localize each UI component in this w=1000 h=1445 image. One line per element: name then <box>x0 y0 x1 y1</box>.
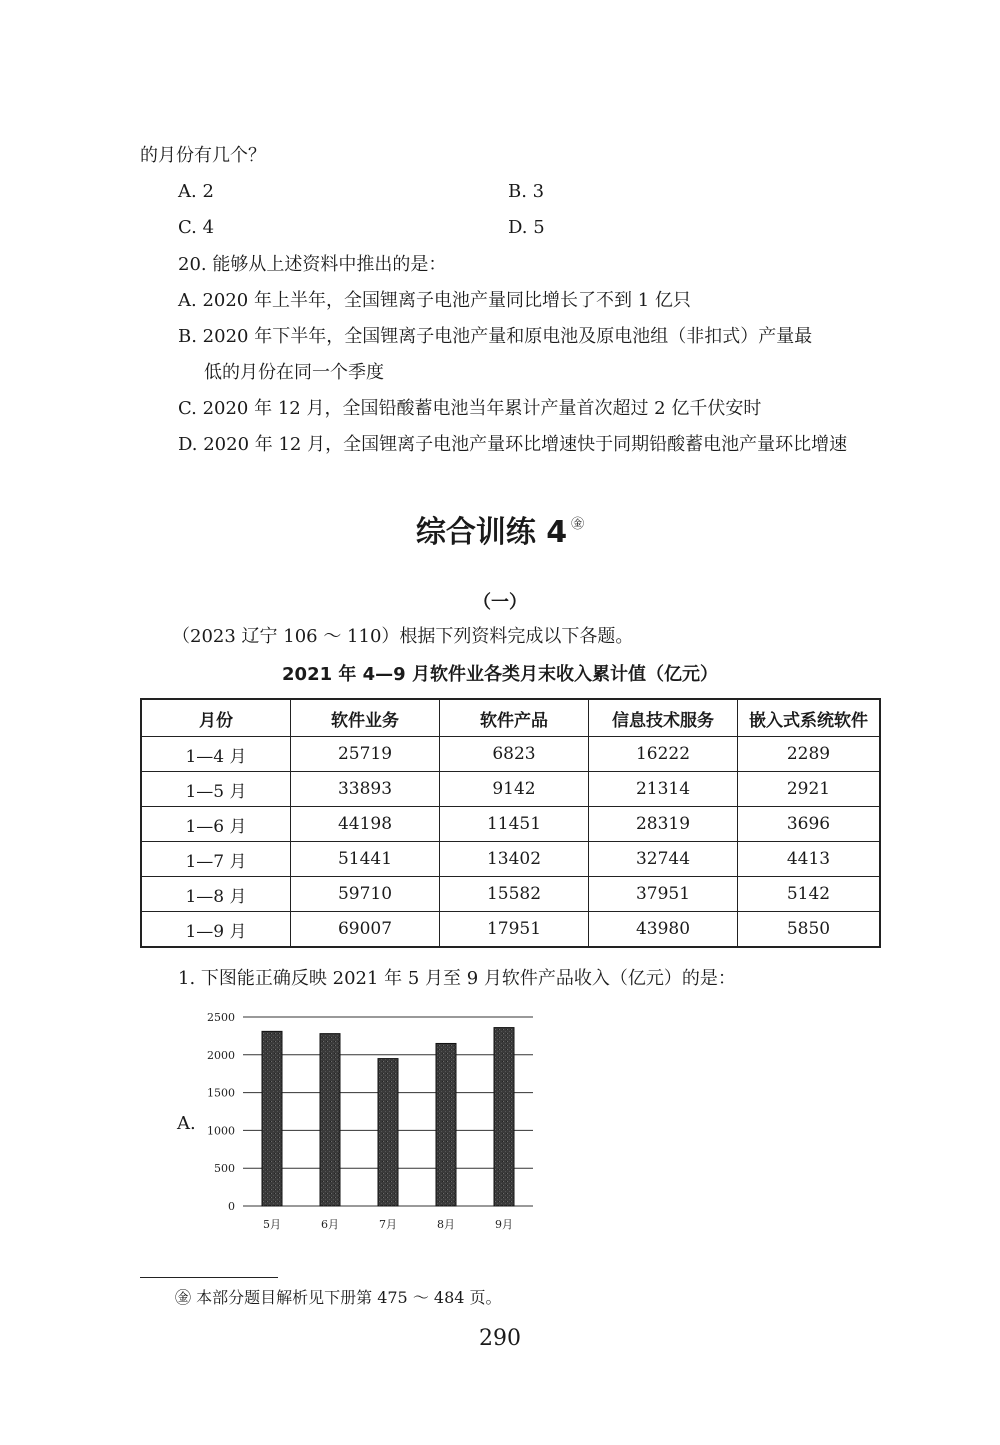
table-row <box>141 912 880 948</box>
table-cell: 21314 <box>589 772 738 807</box>
bar <box>320 1034 340 1206</box>
data-table <box>140 698 881 948</box>
footnote <box>175 1287 502 1309</box>
table-cell: 5142 <box>738 877 881 912</box>
table-header: 嵌入式系统软件 <box>738 699 881 737</box>
table-cell: 9142 <box>440 772 589 807</box>
table-row <box>141 877 880 912</box>
option-a: A. 2 <box>178 181 214 202</box>
q1-option-label: A. <box>177 1113 196 1134</box>
table-cell: 17951 <box>440 912 589 948</box>
table-cell: 37951 <box>589 877 738 912</box>
y-tick-label: 2000 <box>207 1048 235 1062</box>
table-caption: 2021 年 4—9 月软件业各类月末收入累计值（亿元） <box>282 664 718 685</box>
q20-option-b-line1: B. 2020 年下半年，全国锂离子电池产量和原电池及原电池组（非扣式）产量最 <box>178 326 813 347</box>
y-tick-label: 500 <box>214 1162 235 1176</box>
q1-stem: 1. 下图能正确反映 2021 年 5 月至 9 月软件产品收入（亿元）的是： <box>178 968 736 989</box>
y-tick-label: 1500 <box>207 1086 235 1100</box>
table-cell: 13402 <box>440 842 589 877</box>
table-cell: 16222 <box>589 737 738 772</box>
table-cell: 51441 <box>291 842 440 877</box>
section-title-mark: ㊎ <box>571 517 585 532</box>
option-d: D. 5 <box>508 217 545 238</box>
table-cell: 2289 <box>738 737 881 772</box>
table-cell: 1—7 月 <box>141 842 291 877</box>
footnote-text: 本部分题目解析见下册第 475 ～ 484 页。 <box>196 1288 502 1307</box>
table-header-row <box>141 699 880 737</box>
table-row <box>141 807 880 842</box>
bar <box>436 1043 456 1206</box>
table-row <box>141 737 880 772</box>
table-cell: 33893 <box>291 772 440 807</box>
q20-option-a: A. 2020 年上半年，全国锂离子电池产量同比增长了不到 1 亿只 <box>178 290 691 311</box>
q20-stem: 20. 能够从上述资料中推出的是： <box>178 254 447 275</box>
table-cell: 1—9 月 <box>141 912 291 948</box>
table-cell: 5850 <box>738 912 881 948</box>
table-cell: 44198 <box>291 807 440 842</box>
y-tick-label: 2500 <box>207 1011 235 1024</box>
table-row <box>141 772 880 807</box>
table-cell: 1—8 月 <box>141 877 291 912</box>
table-cell: 43980 <box>589 912 738 948</box>
y-tick-label: 1000 <box>207 1124 235 1138</box>
page-number: 290 <box>479 1326 521 1351</box>
question-tail: 的月份有几个？ <box>140 145 266 166</box>
table-cell: 32744 <box>589 842 738 877</box>
table-cell: 2921 <box>738 772 881 807</box>
q20-option-c: C. 2020 年 12 月，全国铅酸蓄电池当年累计产量首次超过 2 亿千伏安时 <box>178 398 762 419</box>
table-cell: 11451 <box>440 807 589 842</box>
bar-chart <box>195 1005 545 1240</box>
footnote-mark: ㊎ <box>175 1288 192 1307</box>
bar <box>262 1031 282 1206</box>
footnote-rule <box>140 1277 278 1278</box>
x-tick-label: 8月 <box>437 1218 455 1231</box>
table-row <box>141 842 880 877</box>
x-tick-label: 7月 <box>379 1218 397 1231</box>
table-cell: 1—4 月 <box>141 737 291 772</box>
table-header: 软件业务 <box>291 699 440 737</box>
table-header: 信息技术服务 <box>589 699 738 737</box>
table-cell: 15582 <box>440 877 589 912</box>
table-cell: 6823 <box>440 737 589 772</box>
section-title-text: 综合训练 4 <box>415 515 568 550</box>
bar <box>494 1028 514 1206</box>
x-tick-label: 6月 <box>321 1218 339 1231</box>
option-c: C. 4 <box>178 217 215 238</box>
q20-option-d: D. 2020 年 12 月，全国锂离子电池产量环比增速快于同期铅酸蓄电池产量环比增速 <box>178 434 848 455</box>
x-tick-label: 5月 <box>263 1218 281 1231</box>
x-tick-label: 9月 <box>495 1218 513 1231</box>
table-cell: 4413 <box>738 842 881 877</box>
q20-option-b-line2: 低的月份在同一个季度 <box>204 362 384 383</box>
table-cell: 28319 <box>589 807 738 842</box>
section-intro: （2023 辽宁 106 ～ 110）根据下列资料完成以下各题。 <box>172 626 634 647</box>
y-tick-label: 0 <box>228 1200 235 1213</box>
section-title <box>0 507 1000 551</box>
table-cell: 59710 <box>291 877 440 912</box>
table-header: 软件产品 <box>440 699 589 737</box>
table-header: 月份 <box>141 699 291 737</box>
option-b: B. 3 <box>508 181 545 202</box>
table-cell: 69007 <box>291 912 440 948</box>
table-cell: 3696 <box>738 807 881 842</box>
section-part: （一） <box>473 592 527 613</box>
table-cell: 1—6 月 <box>141 807 291 842</box>
table-cell: 25719 <box>291 737 440 772</box>
table-cell: 1—5 月 <box>141 772 291 807</box>
bar <box>378 1059 398 1206</box>
